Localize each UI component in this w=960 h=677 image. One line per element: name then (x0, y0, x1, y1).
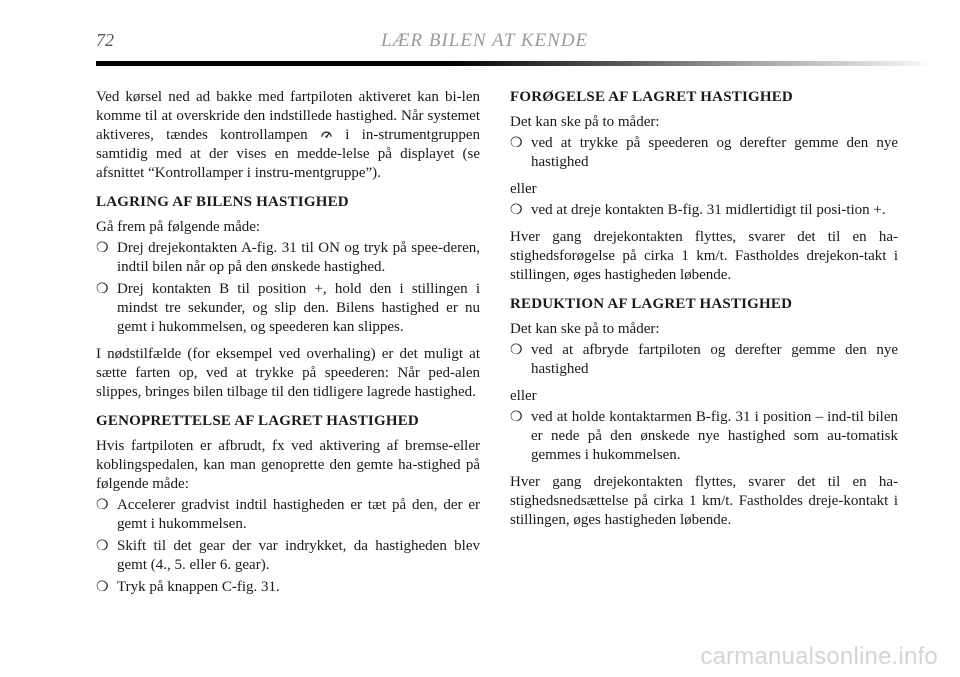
bullet-icon: ❍ (510, 203, 523, 218)
bullet-list (510, 201, 898, 220)
page-number: 72 (96, 30, 114, 50)
bullet-icon: ❍ (96, 498, 109, 513)
intro-text-b: i in-strumentgruppen samtidig med at der vises en medde-lelse på displayet (se afsnittet “Kontrollamper i instru-mentgruppe”). (96, 127, 481, 181)
paragraph: Hvis fartpiloten er afbrudt, fx ved aktivering af bremse-eller koblingspedalen, kan man genoprette den gemte ha-stighed på følgende måde: (96, 438, 480, 492)
bullet-icon: ❍ (510, 136, 523, 151)
bullet-list (510, 408, 898, 465)
heading-forogelse: FORØGELSE AF LAGRET HASTIGHED (510, 89, 793, 105)
paragraph: Gå frem på følgende måde: (96, 219, 261, 235)
list-item: ❍ ved at dreje kontakten B-fig. 31 midlertidigt til posi-tion +. (510, 202, 886, 218)
list-item: ❍ Drej kontakten B til position +, hold den i stillingen i mindst tre sekunder, og slip den. Bilens hastighed er nu gemt i hukommelsen, og speederen kan slippes. (96, 281, 480, 335)
bullet-list-genoprettelse (96, 496, 480, 597)
list-item: ❍ ved at trykke på speederen og derefter gemme den nye hastighed (510, 135, 898, 170)
list-item: ❍ Accelerer gradvist indtil hastigheden er tæt på den, der er gemt i hukommelsen. (96, 497, 480, 532)
heading-genoprettelse: GENOPRETTELSE AF LAGRET HASTIGHED (96, 413, 419, 429)
intro-text-a: Ved kørsel ned ad bakke med fartpiloten aktiveret kan bi-len komme til at overskride den indstillede hastighed. Når systemet aktiveres, tændes kontrollampen (96, 89, 480, 143)
paragraph: I nødstilfælde (for eksempel ved overhaling) er det muligt at sætte farten op, ved at trykke på speederen: Når ped-alen slippes, bringes bilen tilbage til den tidligere lagrede hastighed. (96, 346, 480, 400)
page-header (96, 30, 876, 54)
or-text: eller (510, 181, 537, 197)
list-item: ❍ ved at afbryde fartpiloten og derefter gemme den nye hastighed (510, 342, 898, 377)
right-column (510, 88, 898, 538)
paragraph: Hver gang drejekontakten flyttes, svarer det til en ha-stighedsforøgelse på cirka 1 km/t. Fastholdes drejekon-takt i stillingen, øges hastigheden løbende. (510, 229, 898, 283)
paragraph: Det kan ske på to måder: (510, 321, 660, 337)
bullet-list (510, 134, 898, 172)
bullet-list (510, 341, 898, 379)
bullet-icon: ❍ (510, 343, 523, 358)
list-item: ❍ Tryk på knappen C-fig. 31. (96, 579, 280, 595)
bullet-icon: ❍ (510, 410, 523, 425)
list-item: ❍ Skift til det gear der var indrykket, da hastigheden blev gemt (4., 5. eller 6. gear). (96, 538, 480, 573)
intro-paragraph (96, 88, 480, 183)
chapter-title: LÆR BILEN AT KENDE (381, 30, 589, 51)
heading-lagring: LAGRING AF BILENS HASTIGHED (96, 194, 349, 210)
bullet-list-lagring (96, 239, 480, 337)
paragraph: Det kan ske på to måder: (510, 114, 660, 130)
left-column (96, 88, 480, 605)
cruise-control-lamp-icon (320, 128, 333, 140)
or-text: eller (510, 388, 537, 404)
watermark: carmanualsonline.info (700, 643, 938, 670)
bullet-icon: ❍ (96, 580, 109, 595)
bullet-icon: ❍ (96, 282, 109, 297)
bullet-icon: ❍ (96, 241, 109, 256)
list-item: ❍ Drej drejekontakten A-fig. 31 til ON og tryk på spee-deren, indtil bilen når op på den ønskede hastighed. (96, 240, 480, 275)
bullet-icon: ❍ (96, 539, 109, 554)
heading-reduktion: REDUKTION AF LAGRET HASTIGHED (510, 296, 793, 312)
header-rule (96, 61, 932, 66)
list-item: ❍ ved at holde kontaktarmen B-fig. 31 i position – ind-til bilen er nede på den ønskede nye hastighed som au-tomatisk gemmes i hukommelsen. (510, 409, 898, 463)
paragraph: Hver gang drejekontakten flyttes, svarer det til en ha-stighedsnedsættelse på cirka 1 km/t. Fastholdes dreje-kontakt i stillingen, øges hastigheden løbende. (510, 474, 898, 528)
